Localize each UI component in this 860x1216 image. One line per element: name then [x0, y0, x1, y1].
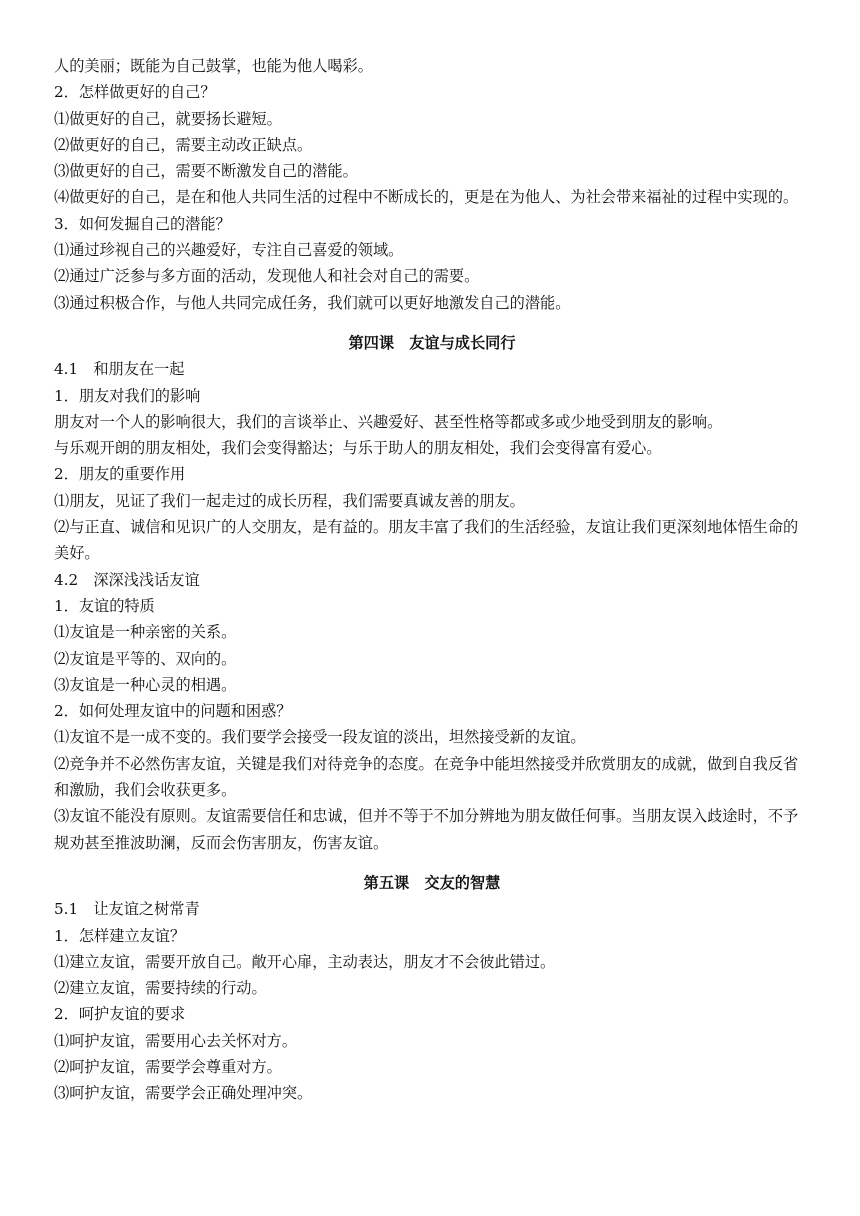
question-title: 1．友谊的特质 — [54, 596, 155, 615]
question-title: 2．怎样做更好的自己？ — [54, 83, 216, 102]
document-page — [54, 53, 810, 1107]
question-title: 1．怎样建立友谊？ — [54, 926, 186, 945]
paragraph: 与乐观开朗的朋友相处，我们会变得豁达；与乐于助人的朋友相处，我们会变得富有爱心。 — [54, 439, 662, 458]
list-item: ⑶友谊不能没有原则。友谊需要信任和忠诚，但并不等于不加分辨地为朋友做任何事。当朋友误入歧途时，不予规劝甚至推波助澜，反而会伤害朋友，伤害友谊。 — [54, 807, 799, 852]
question-title: 3．如何发掘自己的潜能？ — [54, 214, 231, 233]
section-title: 5.1 让友谊之树常青 — [54, 900, 200, 919]
question-title: 2．呵护友谊的要求 — [54, 1005, 186, 1024]
section-title: 4.1 和朋友在一起 — [54, 360, 185, 379]
question-title: 2．如何处理友谊中的问题和困惑？ — [54, 702, 292, 721]
list-item: ⑶做更好的自己，需要不断激发自己的潜能。 — [54, 162, 358, 181]
list-item: ⑴友谊是一种亲密的关系。 — [54, 623, 237, 642]
list-item: ⑶呵护友谊，需要学会正确处理冲突。 — [54, 1084, 313, 1103]
list-item: ⑵友谊是平等的、双向的。 — [54, 649, 237, 668]
list-item: ⑵与正直、诚信和见识广的人交朋友，是有益的。朋友丰富了我们的生活经验，友谊让我们更深刻地体悟生命的美好。 — [54, 518, 799, 563]
list-item: ⑵做更好的自己，需要主动改正缺点。 — [54, 135, 313, 154]
list-item: ⑵呵护友谊，需要学会尊重对方。 — [54, 1057, 282, 1076]
lesson-heading: 第四课 友谊与成长同行 — [348, 333, 516, 352]
paragraph: 朋友对一个人的影响很大，我们的言谈举止、兴趣爱好、甚至性格等都或多或少地受到朋友的影响。 — [54, 412, 723, 431]
question-title: 1．朋友对我们的影响 — [54, 386, 201, 405]
list-item: ⑴朋友，见证了我们一起走过的成长历程，我们需要真诚友善的朋友。 — [54, 491, 525, 510]
list-item: ⑵通过广泛参与多方面的活动，发现他人和社会对自己的需要。 — [54, 267, 480, 286]
list-item: ⑵竞争并不必然伤害友谊，关键是我们对待竞争的态度。在竞争中能坦然接受并欣赏朋友的成就，做到自我反省和激励，我们会收获更多。 — [54, 754, 799, 800]
list-item: ⑶友谊是一种心灵的相遇。 — [54, 675, 237, 694]
list-item: ⑴建立友谊，需要开放自己。敞开心扉，主动表达，朋友才不会彼此错过。 — [54, 952, 556, 971]
list-item: ⑴友谊不是一成不变的。我们要学会接受一段友谊的淡出，坦然接受新的友谊。 — [54, 728, 586, 747]
list-item: ⑵建立友谊，需要持续的行动。 — [54, 979, 267, 998]
lesson-heading: 第五课 交友的智慧 — [363, 873, 501, 892]
continuation-line: 人的美丽；既能为自己鼓掌，也能为他人喝彩。 — [54, 57, 373, 75]
list-item: ⑶通过积极合作，与他人共同完成任务，我们就可以更好地激发自己的潜能。 — [54, 293, 571, 312]
list-item: ⑴呵护友谊，需要用心去关怀对方。 — [54, 1031, 297, 1050]
list-item: ⑴通过珍视自己的兴趣爱好，专注自己喜爱的领域。 — [54, 241, 404, 260]
question-title: 2．朋友的重要作用 — [54, 465, 186, 484]
section-title: 4.2 深深浅浅话友谊 — [54, 570, 200, 589]
list-item: ⑷做更好的自己，是在和他人共同生活的过程中不断成长的，更是在为他人、为社会带来福祉的过程中实现的。 — [54, 188, 799, 207]
list-item: ⑴做更好的自己，就要扬长避短。 — [54, 109, 282, 128]
